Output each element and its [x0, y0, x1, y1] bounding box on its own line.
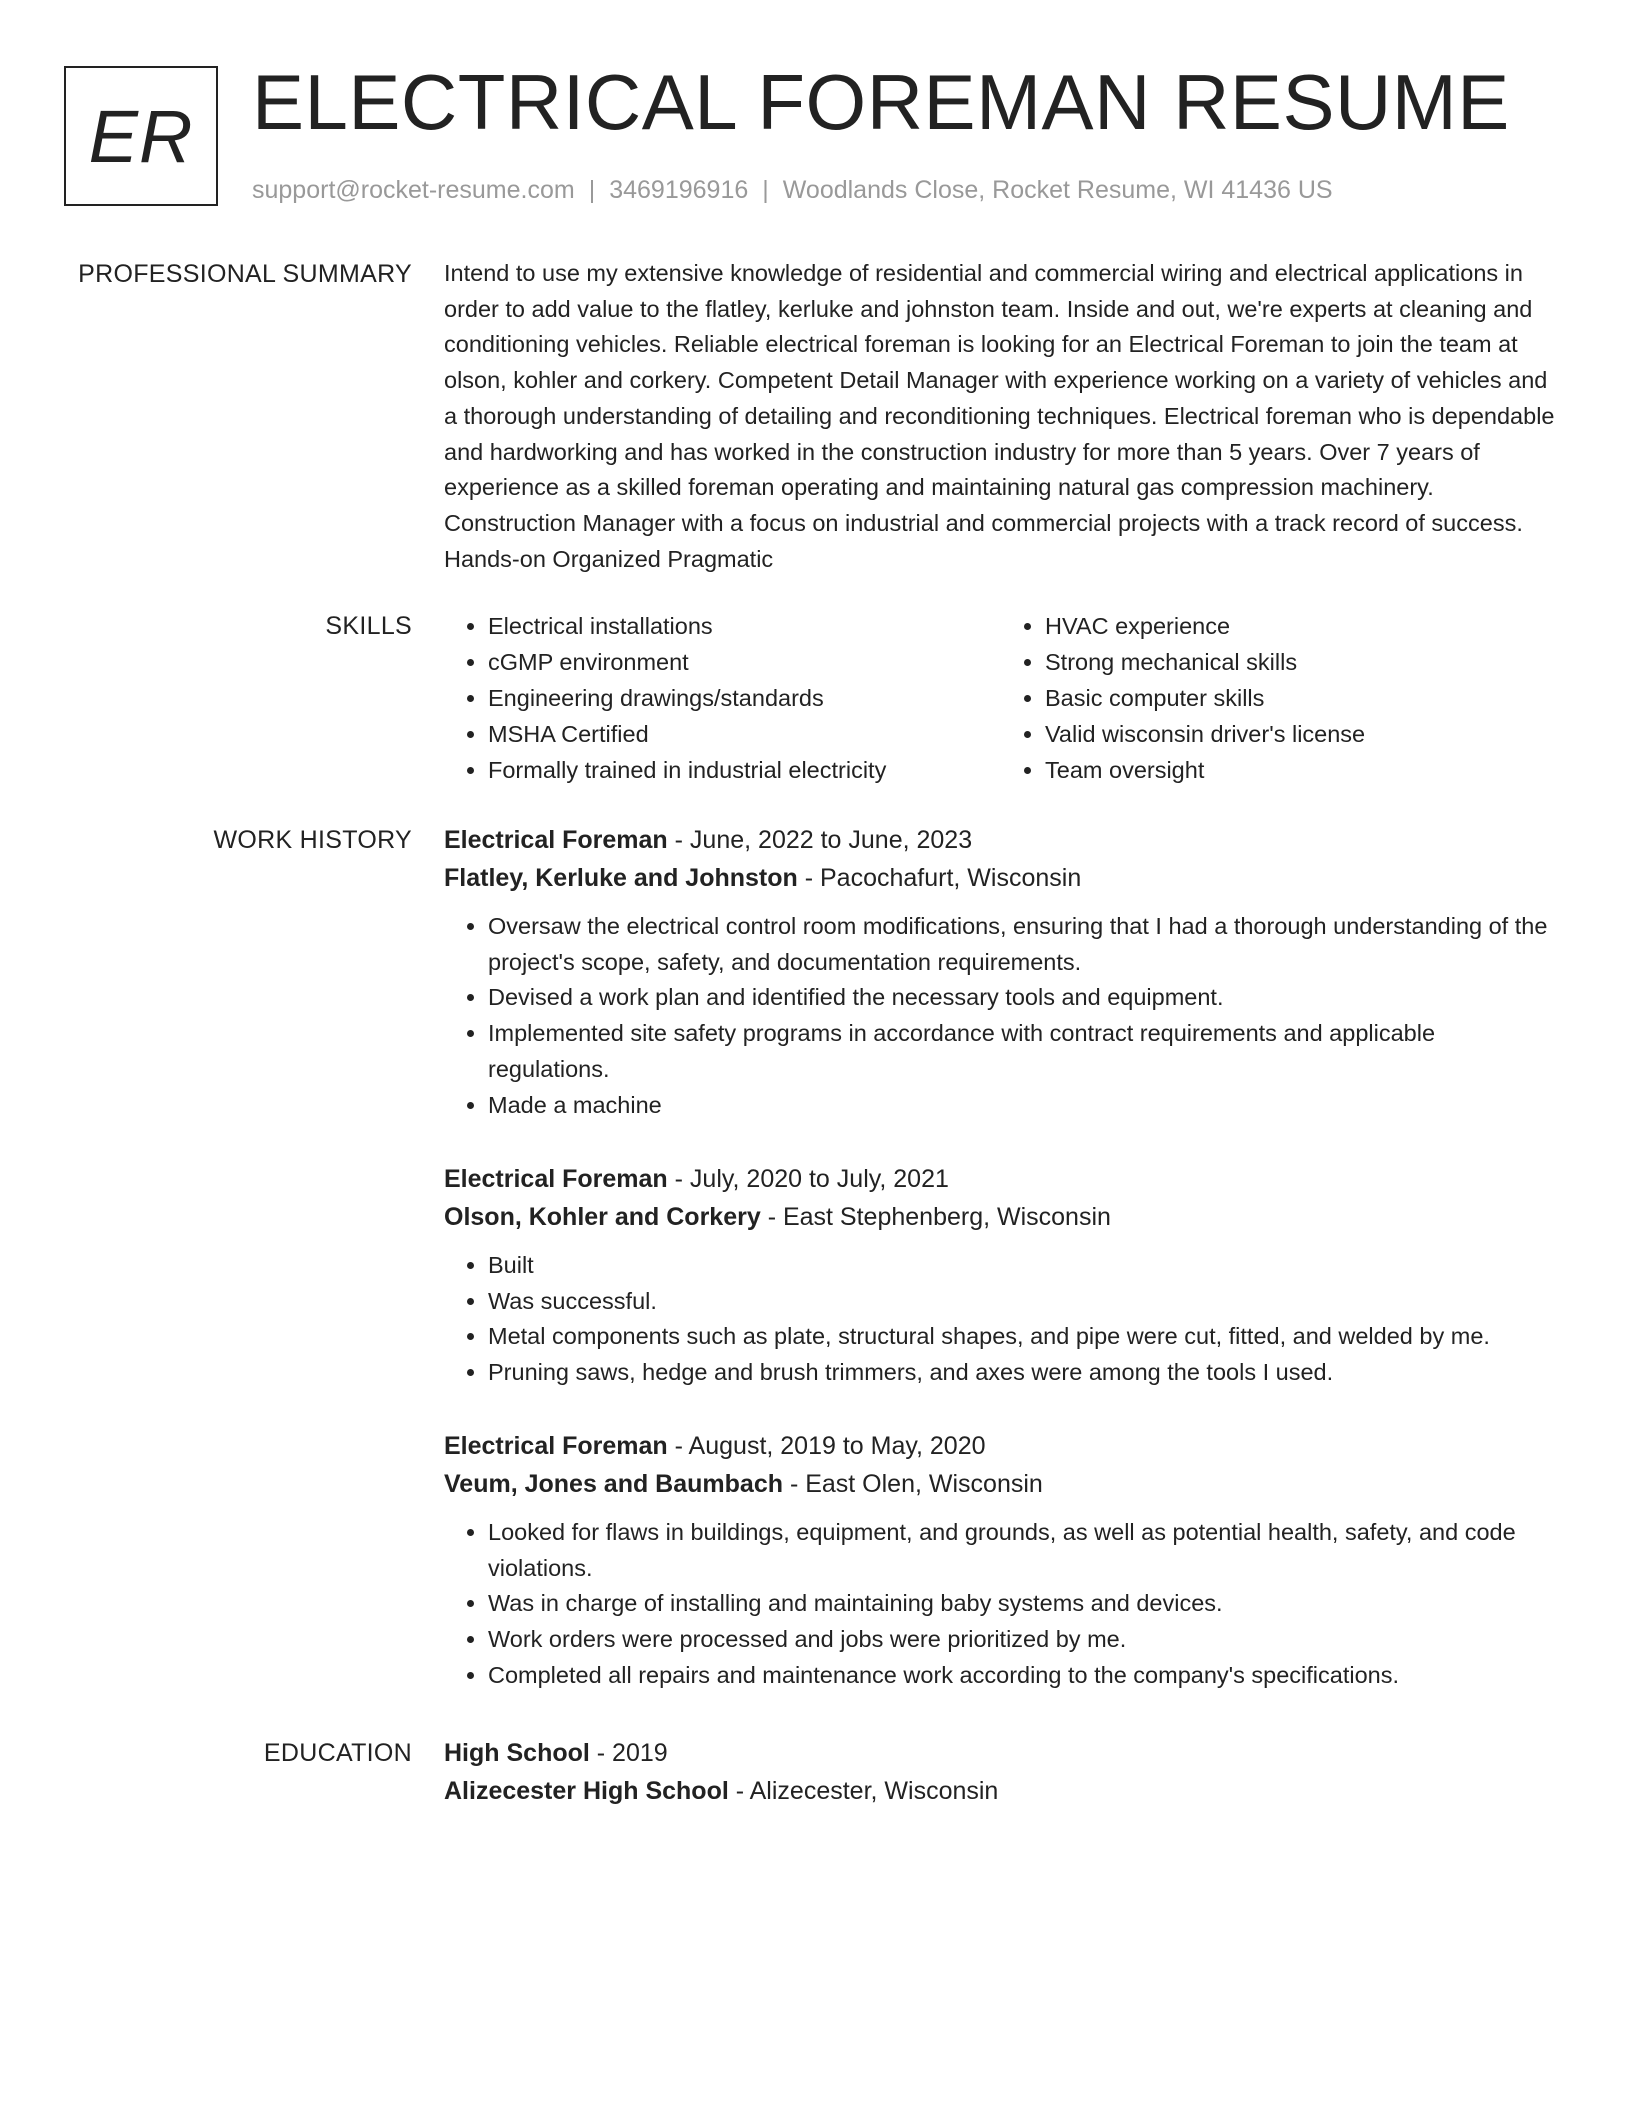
- job-company: Veum, Jones and Baumbach: [444, 1470, 783, 1498]
- job-location: - East Stephenberg, Wisconsin: [760, 1203, 1111, 1231]
- monogram-box: [64, 66, 218, 206]
- skill-item: • Valid wisconsin driver's license: [1045, 716, 1558, 752]
- job-bullet: • Metal components such as plate, structural shapes, and pipe were cut, fitted, and welded by me.: [488, 1319, 1558, 1355]
- skill-item: • Strong mechanical skills: [1045, 644, 1558, 680]
- job-title: Electrical Foreman: [444, 1432, 668, 1460]
- job-bullet: • Looked for flaws in buildings, equipment, and grounds, as well as potential health, safety, and code violations.: [488, 1515, 1558, 1586]
- education-school-line: [444, 1772, 1558, 1810]
- job-bullets: [444, 1515, 1558, 1694]
- education-year: - 2019: [589, 1739, 668, 1767]
- skill-item: • Formally trained in industrial electricity: [488, 752, 1001, 788]
- resume-title: ELECTRICAL FOREMAN RESUME: [252, 58, 1510, 146]
- contact-phone[interactable]: 3469196916: [609, 176, 749, 204]
- education-heading: EDUCATION: [263, 1739, 412, 1767]
- job-bullet: • Made a machine: [488, 1088, 1558, 1124]
- education-degree: High School: [444, 1739, 590, 1767]
- education-location: - Alizecester, Wisconsin: [728, 1777, 999, 1805]
- job-company-line: [444, 1198, 1558, 1236]
- contact-line: [252, 172, 1333, 208]
- job-company-line: [444, 1465, 1558, 1503]
- skills-body: [444, 608, 1558, 788]
- job-entry: [444, 1427, 1558, 1694]
- job-dates: - July, 2020 to July, 2021: [667, 1165, 949, 1193]
- job-company: Flatley, Kerluke and Johnston: [444, 864, 798, 892]
- contact-separator: |: [762, 176, 769, 204]
- job-bullets: [444, 1248, 1558, 1391]
- job-location: - East Olen, Wisconsin: [783, 1470, 1043, 1498]
- skills-column-right: [1001, 608, 1558, 788]
- job-title-line: [444, 821, 1558, 859]
- job-bullet: • Pruning saws, hedge and brush trimmers, and axes were among the tools I used.: [488, 1355, 1558, 1391]
- job-bullet: • Was in charge of installing and maintaining baby systems and devices.: [488, 1586, 1558, 1622]
- job-bullet: • Built: [488, 1248, 1558, 1284]
- job-entry: [444, 1160, 1558, 1391]
- job-bullet: • Oversaw the electrical control room modifications, ensuring that I had a thorough understanding of the project's scope, safety, and documentation requirements.: [488, 909, 1558, 980]
- job-location: - Pacochafurt, Wisconsin: [797, 864, 1082, 892]
- job-title-line: [444, 1427, 1558, 1465]
- job-bullet: • Work orders were processed and jobs were prioritized by me.: [488, 1622, 1558, 1658]
- job-title-line: [444, 1160, 1558, 1198]
- job-company: Olson, Kohler and Corkery: [444, 1203, 761, 1231]
- skill-item: • Electrical installations: [488, 608, 1001, 644]
- education-degree-line: [444, 1734, 1558, 1772]
- summary-text: Intend to use my extensive knowledge of residential and commercial wiring and electrical applications in order to add value to the flatley, kerluke and johnston team. Inside and out, we're experts at cleaning and conditioning vehicles. Reliable electrical foreman is looking for an Electrical Foreman to join the team at olson, kohler and corkery. Competent Detail Manager with experience working on a variety of vehicles and a thorough understanding of detailing and reconditioning techniques. Electrical foreman who is dependable and hardworking and has worked in the construction industry for more than 5 years. Over 7 years of experience as a skilled foreman operating and maintaining natural gas compression machinery. Construction Manager with a focus on industrial and commercial projects with a track record of success. Hands-on Organized Pragmatic: [444, 260, 1555, 572]
- work-history-heading: WORK HISTORY: [213, 826, 412, 854]
- skill-item: • Engineering drawings/standards: [488, 680, 1001, 716]
- education-body: [444, 1734, 1558, 1810]
- job-dates: - June, 2022 to June, 2023: [667, 826, 973, 854]
- contact-email[interactable]: support@rocket-resume.com: [252, 176, 575, 204]
- skills-column-left: [444, 608, 1001, 788]
- job-entry: [444, 821, 1558, 1123]
- skill-item: • MSHA Certified: [488, 716, 1001, 752]
- summary-heading: PROFESSIONAL SUMMARY: [78, 260, 412, 288]
- job-dates: - August, 2019 to May, 2020: [667, 1432, 986, 1460]
- education-school: Alizecester High School: [444, 1777, 729, 1805]
- skill-item: • cGMP environment: [488, 644, 1001, 680]
- job-title: Electrical Foreman: [444, 826, 668, 854]
- skills-heading: SKILLS: [325, 612, 412, 640]
- job-bullet: • Devised a work plan and identified the necessary tools and equipment.: [488, 980, 1558, 1016]
- job-title: Electrical Foreman: [444, 1165, 668, 1193]
- monogram-initials: ER: [88, 94, 194, 178]
- job-bullet: • Was successful.: [488, 1284, 1558, 1320]
- contact-address: Woodlands Close, Rocket Resume, WI 41436 US: [782, 176, 1333, 204]
- job-bullet: • Completed all repairs and maintenance work according to the company's specifications.: [488, 1658, 1558, 1694]
- job-bullet: • Implemented site safety programs in accordance with contract requirements and applicable regulations.: [488, 1016, 1558, 1087]
- skill-item: • Team oversight: [1045, 752, 1558, 788]
- summary-body: [444, 256, 1558, 577]
- skills-grid: [444, 608, 1558, 788]
- skill-item: • HVAC experience: [1045, 608, 1558, 644]
- job-company-line: [444, 859, 1558, 897]
- contact-separator: |: [588, 176, 596, 204]
- skill-item: • Basic computer skills: [1045, 680, 1558, 716]
- job-bullets: [444, 909, 1558, 1123]
